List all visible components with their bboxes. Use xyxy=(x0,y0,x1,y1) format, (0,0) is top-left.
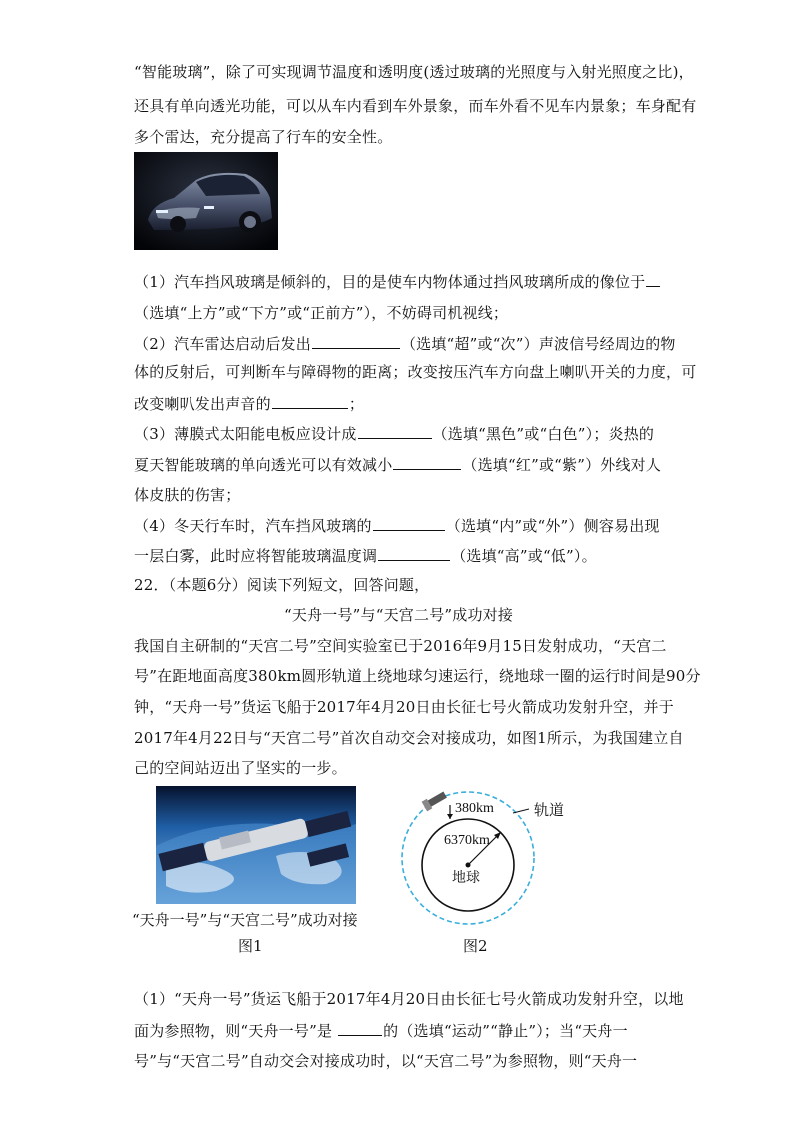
answer-blank[interactable] xyxy=(646,271,660,287)
figure2-label: 图2 xyxy=(463,937,488,955)
q21-part3-text: 夏天智能玻璃的单向透光可以有效减小 xyxy=(134,456,393,474)
answer-blank[interactable] xyxy=(393,454,461,470)
q21-part2-text: ； xyxy=(348,395,365,413)
q22-sub1-line3: 号”与“天宫二号”自动交会对接成功时，以“天宫二号”为参照物，则“天舟一 xyxy=(134,1052,638,1070)
article-line-3: 钟，“天舟一号”货运飞船于2017年4月20日由长征七号火箭成功发射升空，并于 xyxy=(134,698,674,716)
q22-header: 22．（本题6分）阅读下列短文，回答问题， xyxy=(134,576,430,594)
answer-blank[interactable] xyxy=(378,545,450,561)
q21-part2-line2: 体的反射后，可判断车与障碍物的距离；改变按压汽车方向盘上喇叭开关的力度，可 xyxy=(134,363,697,381)
q21-part4-text: （4）冬天行车时，汽车挡风玻璃的 xyxy=(134,517,372,535)
q21-part4-text: 一层白雾，此时应将智能玻璃温度调 xyxy=(134,547,378,565)
answer-blank[interactable] xyxy=(373,515,445,531)
answer-blank[interactable] xyxy=(312,333,400,349)
answer-blank[interactable] xyxy=(338,1020,382,1036)
intro-line-1: “智能玻璃”，除了可实现调节温度和透明度(透过玻璃的光照度与入射光照度之比)， xyxy=(134,63,694,81)
q22-sub1-line2 xyxy=(134,1020,628,1041)
intro-line-2: 还具有单向透光功能，可以从车内看到车外景象，而车外看不见车内景象；车身配有 xyxy=(134,97,697,115)
article-line-2: 号”在距地面高度380km圆形轨道上绕地球匀速运行，绕地球一圈的运行时间是90分 xyxy=(134,667,701,685)
q21-part1-line1 xyxy=(134,271,661,292)
spacecraft-docking-photo xyxy=(156,786,356,904)
figure1-label: 图1 xyxy=(238,937,263,955)
orbit-diagram xyxy=(395,785,585,925)
altitude-arrowhead xyxy=(447,814,453,819)
q21-part3-text: （3）薄膜式太阳能电板应设计成 xyxy=(134,425,357,443)
q21-part2-line1 xyxy=(134,333,676,354)
article-title: “天舟一号”与“天宫二号”成功对接 xyxy=(284,606,514,624)
q21-part4-line1 xyxy=(134,515,660,536)
article-line-5: 己的空间站迈出了坚实的一步。 xyxy=(134,759,347,777)
q22-sub1-text: 的（选填“运动”“静止”）；当“天舟一 xyxy=(383,1022,628,1040)
altitude-label: 380km xyxy=(455,801,494,816)
q21-part3-text: （选填“黑色”或“白色”）；炎热的 xyxy=(432,425,655,443)
car-photo xyxy=(134,152,278,250)
article-line-4: 2017年4月22日与“天宫二号”首次自动交会对接成功，如图1所示，为我国建立自 xyxy=(134,729,684,747)
answer-blank[interactable] xyxy=(272,393,348,409)
q21-part2-text: 改变喇叭发出声音的 xyxy=(134,395,271,413)
q21-part1-text: （1）汽车挡风玻璃是倾斜的，目的是使车内物体通过挡风玻璃所成的像位于 xyxy=(134,273,646,291)
q22-sub1-text: 面为参照物，则“天舟一号”是 xyxy=(134,1022,333,1040)
q21-part2-text: （选填“超”或“次”）声波信号经周边的物 xyxy=(400,335,676,353)
q21-part1-line2: （选填“上方”或“下方”或“正前方”），不妨碍司机视线； xyxy=(134,304,509,322)
q21-part3-line1 xyxy=(134,423,654,444)
q21-part4-text: （选填“内”或“外”）侧容易出现 xyxy=(445,517,660,535)
q22-sub1-line1: （1）“天舟一号”货运飞船于2017年4月20日由长征七号火箭成功发射升空，以地 xyxy=(134,990,684,1008)
answer-blank[interactable] xyxy=(358,423,432,439)
q21-part3-line3: 体皮肤的伤害； xyxy=(134,486,241,504)
intro-line-3: 多个雷达，充分提高了行车的安全性。 xyxy=(134,128,393,146)
figure1-caption: “天舟一号”与“天宫二号”成功对接 xyxy=(132,911,358,929)
q21-part3-text: （选填“红”或“紫”）外线对人 xyxy=(462,456,662,474)
satellite-icon xyxy=(422,790,448,812)
q21-part3-line2 xyxy=(134,454,661,475)
radius-label: 6370km xyxy=(444,833,490,848)
q21-part4-line2 xyxy=(134,545,597,566)
orbit-label: 轨道 xyxy=(534,801,565,819)
q21-part2-text: （2）汽车雷达启动后发出 xyxy=(134,335,311,353)
q21-part4-text: （选填“高”或“低”）。 xyxy=(451,547,597,565)
q21-part2-line3 xyxy=(134,393,364,414)
earth-label: 地球 xyxy=(452,870,480,886)
article-line-1: 我国自主研制的“天宫二号”空间实验室已于2016年9月15日发射成功，“天宫二 xyxy=(134,637,667,655)
